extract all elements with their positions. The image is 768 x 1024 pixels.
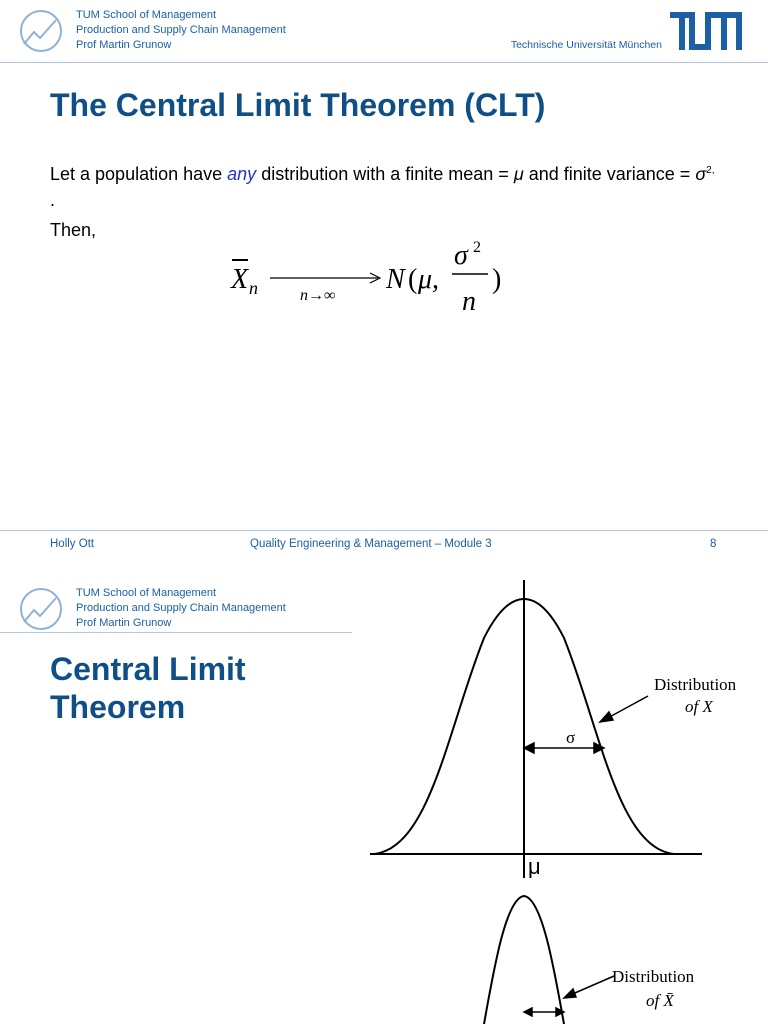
statement-period: . bbox=[50, 190, 56, 210]
slide-2-title-line-2: Theorem bbox=[50, 689, 186, 725]
formula-mu: μ, bbox=[418, 264, 440, 295]
dist-xbar-label-line-2: of X̄ bbox=[646, 991, 674, 1010]
footer-course: Quality Engineering & Management – Module 3 bbox=[250, 538, 492, 550]
header-chair: Production and Supply Chain Management bbox=[76, 24, 286, 36]
header-school: TUM School of Management bbox=[76, 587, 217, 599]
sigma-superscript: 2, bbox=[706, 165, 715, 176]
formula-limit: n→∞ bbox=[300, 287, 336, 304]
mu-label: μ bbox=[528, 854, 541, 879]
sigma-label: σ bbox=[566, 728, 576, 747]
sigma-symbol: σ bbox=[695, 164, 707, 184]
header-chair: Production and Supply Chain Management bbox=[76, 602, 286, 614]
clt-statement bbox=[50, 158, 740, 243]
formula-open-paren: ( bbox=[408, 264, 418, 295]
formula-N: N bbox=[386, 264, 405, 295]
statement-part-1: Let a population have bbox=[50, 164, 228, 184]
formula-sigma-sup: 2 bbox=[473, 239, 481, 256]
footer-page-number: 8 bbox=[710, 538, 717, 550]
then-text: Then, bbox=[50, 220, 97, 240]
formula-close-paren: ) bbox=[492, 264, 502, 295]
formula-sigma: σ bbox=[454, 240, 468, 271]
slide-2-title-line-1: Central Limit bbox=[50, 651, 246, 687]
any-word: any bbox=[227, 164, 257, 184]
clt-formula bbox=[228, 234, 528, 318]
sigma-xbar-arrow-left bbox=[524, 1008, 532, 1016]
mu-symbol: μ bbox=[513, 164, 524, 184]
header-professor: Prof Martin Grunow bbox=[76, 39, 172, 51]
dist-xbar-label-line-1: Distribution bbox=[612, 967, 695, 986]
header-professor: Prof Martin Grunow bbox=[76, 617, 172, 629]
footer-author: Holly Ott bbox=[50, 538, 95, 550]
slide-1-title: The Central Limit Theorem (CLT) bbox=[50, 87, 546, 123]
header-rule bbox=[0, 632, 352, 633]
sample-mean-distribution-curve bbox=[484, 896, 564, 1024]
tum-som-logo-icon bbox=[18, 586, 64, 632]
statement-part-2: distribution with a finite mean = bbox=[256, 164, 514, 184]
sigma-arrow-left bbox=[524, 743, 534, 753]
clt-distribution-figure bbox=[360, 578, 768, 1024]
slide-2-title bbox=[50, 650, 246, 726]
header-rule bbox=[0, 62, 768, 63]
formula-n: n bbox=[462, 286, 476, 317]
dist-x-label-line-1: Distribution bbox=[654, 675, 737, 694]
header-lines bbox=[76, 586, 286, 631]
slide-2 bbox=[0, 578, 768, 1024]
formula-sub-n: n bbox=[249, 278, 258, 298]
dist-xbar-pointer-head bbox=[564, 989, 576, 998]
header-school: TUM School of Management bbox=[76, 9, 217, 21]
formula-x: X bbox=[231, 264, 249, 295]
dist-x-pointer-head bbox=[600, 712, 613, 722]
header-lines bbox=[76, 8, 286, 53]
header-university: Technische Universität München bbox=[510, 39, 662, 51]
tum-logo-icon bbox=[670, 12, 742, 50]
slide-separator bbox=[0, 560, 768, 578]
tum-som-logo-icon bbox=[18, 8, 64, 54]
footer-rule bbox=[0, 530, 768, 531]
statement-part-3: and finite variance = bbox=[523, 164, 696, 184]
dist-x-label-line-2: of X bbox=[685, 697, 713, 716]
